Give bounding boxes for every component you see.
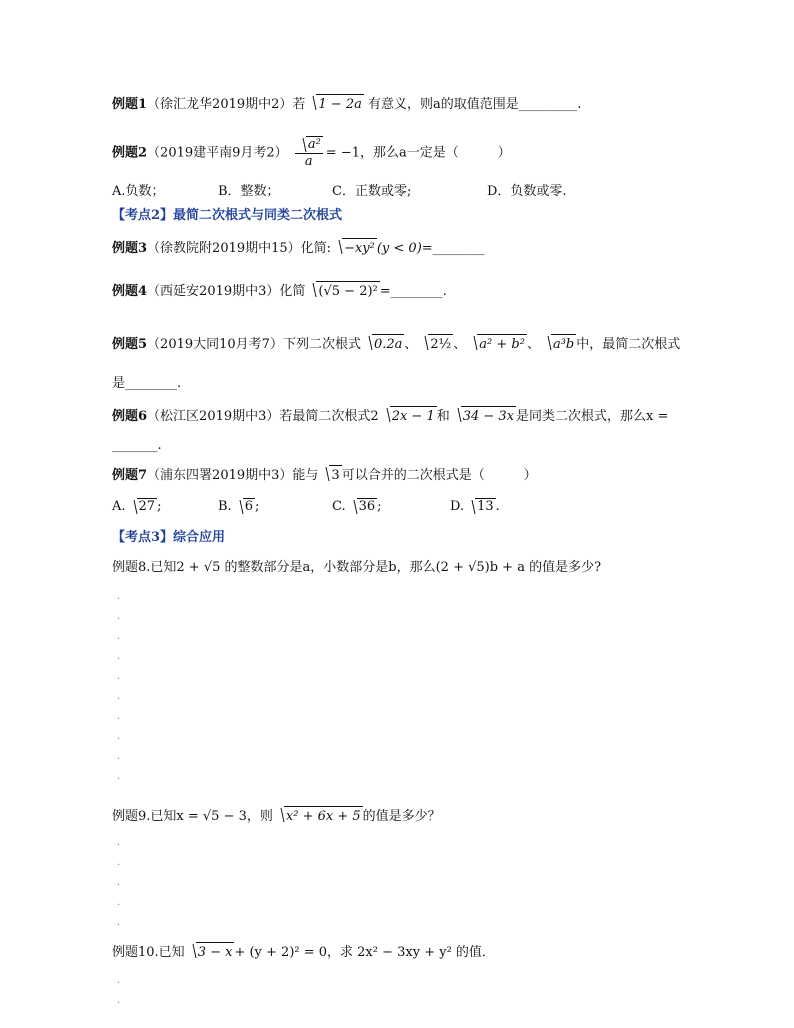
q10-tail: + (y + 2)² = 0，求 2x² − 3xy + y² 的值． [234,945,495,960]
q7-option-a: A. 27 ; [112,499,162,514]
q5-line-2: 是________. [112,376,182,391]
question-9 [112,806,441,827]
q7-radical: 3 [320,465,341,486]
answer-space-mark: · [117,754,121,765]
answer-space-mark: · [117,674,121,685]
q3-radical: −xy² [333,238,377,259]
question-8: 例题8.已知2 + √5 的整数部分是a，小数部分是b，那么(2 + √5)b + a 的值是多少? [112,560,602,575]
q2-eq: = −1，那么a一定是（ ） [325,145,511,161]
q1-label: 例题1 [112,97,148,112]
answer-space-mark: · [117,860,121,871]
q7-label: 例题7 [112,468,148,483]
q2-text: （2019建平南9月考2） [147,145,288,161]
q6-tail: 是同类二次根式，那么x = [516,409,669,424]
q2-option-b: B．整数； [218,184,280,199]
question-1 [112,94,581,115]
answer-space-mark: · [117,920,121,931]
answer-space-mark: · [117,998,121,1009]
q6-radical-1: 2x − 1 [381,406,437,427]
question-6 [112,406,668,427]
section-3-heading: 【考点3】综合应用 [112,530,226,545]
q1-text: （徐汇龙华2019期中2）若 [147,97,306,112]
q7-text: （浦东四署2019期中3）能与 [147,468,319,483]
question-4 [112,281,447,302]
q9-radical: x² + 6x + 5 [275,806,363,827]
q3-label: 例题3 [112,241,148,256]
q3-text: （徐教院附2019期中15）化简: [147,241,332,256]
q5-radical-4: a³b [542,334,576,355]
answer-space-mark: · [117,840,121,851]
question-3 [112,238,485,259]
question-10 [112,942,495,963]
q5-radical-2: 2½ [419,334,453,355]
question-5: 例题5（2019大同10月考7）下列二次根式 0.2a 、 2½ 、 a² + b² 、 a³b 中，最简二次根式 [112,334,680,355]
section-2-heading: 【考点2】最简二次根式与同类二次根式 [112,208,343,223]
q9-tail: 的值是多少？ [362,809,441,824]
q2-label: 例题2 [112,145,148,161]
q10-pre: 例题10.已知 [112,945,185,960]
q6-line-2: _______. [112,438,162,453]
answer-space-mark: · [117,694,121,705]
answer-space-mark: · [117,594,121,605]
answer-space-mark: · [117,900,121,911]
question-7 [112,465,537,486]
answer-space-mark: · [117,714,121,725]
q6-mid: 和 [436,409,450,424]
answer-space-mark: · [117,654,121,665]
q5-tail: 中，最简二次根式 [576,337,681,352]
q5-text: （2019大同10月考7）下列二次根式 [147,337,361,352]
q7-option-c: C. 36 ; [332,499,382,514]
q1-blank: _________. [518,97,582,112]
q7-option-b: B. 6 ; [218,499,260,514]
q2-option-d: D．负数或零. [487,184,567,199]
q3-blank: =________ [421,241,485,256]
q3-condition: (y < 0) [376,241,422,256]
q2-option-c: C．正数或零; [332,184,412,199]
q6-radical-2: 34 − 3x [452,406,516,427]
answer-space-mark: · [117,880,121,891]
q5-radical-3: a² + b² [468,334,527,355]
question-2 [112,136,511,174]
q4-blank: =________. [379,284,447,299]
answer-space-mark: · [117,734,121,745]
answer-space-mark: · [117,774,121,785]
q9-pre: 例题9.已知x = √5 − 3，则 [112,809,273,824]
answer-space-mark: · [117,634,121,645]
q5-radical-1: 0.2a [363,334,404,355]
q2-option-a: A.负数； [112,184,165,199]
q1-radical: 1 − 2a [307,94,363,115]
q6-label: 例题6 [112,409,148,424]
answer-space-mark: · [117,614,121,625]
q4-radical: (√5 − 2)² [307,281,379,302]
answer-space-mark: · [117,978,121,989]
q2-fraction: $\frac{\text{a²}}{a}$ [295,136,323,170]
q5-label: 例题5 [112,337,148,352]
q1-tail: 有意义，则a的取值范围是 [363,97,519,112]
q10-radical: 3 − x [187,942,235,963]
q7-tail: 可以合并的二次根式是（ ） [341,468,537,483]
q7-option-d: D. 13 . [450,499,500,514]
q6-text: （松江区2019期中3）若最简二次根式2 [147,409,379,424]
q4-label: 例题4 [112,284,148,299]
q4-text: （西延安2019期中3）化简 [147,284,306,299]
